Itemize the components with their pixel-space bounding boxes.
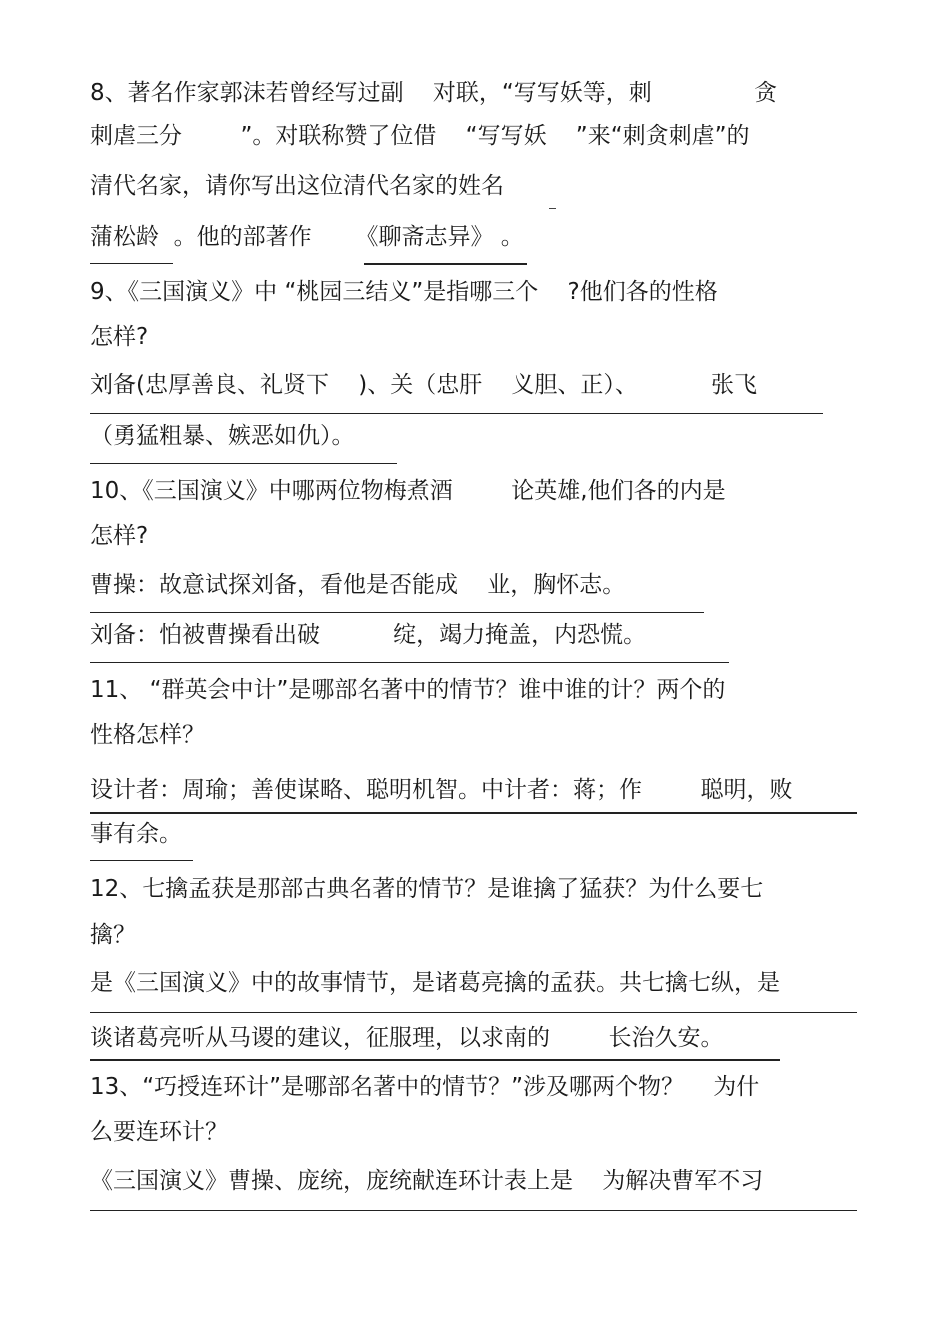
stray-mark [549, 208, 556, 209]
q13-question-line-2: 么要连环计？ [90, 1119, 228, 1145]
q8-answer-underline-2 [364, 263, 527, 265]
q9-answer-underline-1 [90, 413, 823, 414]
q13-question-line-1: 13、“巧授连环计”是哪部名著中的情节？”涉及哪两个物？ 为什 [90, 1074, 760, 1100]
q13-answer-line-1: 《三国演义》曹操、庞统，庞统献连环计表上是 为解决曹军不习 [90, 1168, 764, 1194]
q12-answer-line-1: 是《三国演义》中的故事情节，是诸葛亮擒的孟获。共七擒七纵，是 [90, 970, 780, 996]
q10-question-line-1: 10、《三国演义》中哪两位物梅煮酒 论英雄,他们各的内是 [90, 478, 726, 504]
q9-question-line-1: 9、《三国演义》中 “桃园三结义”是指哪三个 ?他们各的性格 [90, 279, 718, 305]
q8-answer-underline-1 [90, 263, 173, 264]
q8-question-line-2: 刺虐三分 ”。对联称赞了位借 “写写妖 ”来“刺贪刺虐”的 [90, 123, 750, 149]
q10-answer-underline-2 [90, 662, 729, 663]
q9-answer-underline-2 [90, 463, 397, 464]
q12-question-line-2: 擒？ [90, 922, 136, 948]
q8-answer-line: 蒲松龄 。他的部著作 《聊斋志异》 。 [90, 224, 524, 250]
q11-question-line-1: 11、 “群英会中计”是哪部名著中的情节？谁中谁的计？两个的 [90, 677, 726, 703]
q10-question-line-2: 怎样? [90, 523, 149, 549]
q11-answer-underline-2 [90, 860, 193, 861]
q13-answer-underline-1 [90, 1210, 857, 1211]
q11-answer-underline-1 [90, 812, 857, 814]
q12-answer-underline-2 [90, 1059, 780, 1061]
q8-question-line-3: 清代名家，请你写出这位清代名家的姓名 [90, 173, 504, 199]
q11-answer-line-1: 设计者：周瑜；善使谋略、聪明机智。中计者：蒋；作 聪明，败 [90, 777, 793, 803]
q12-answer-underline-1 [90, 1012, 857, 1013]
q9-answer-line-2: （勇猛粗暴、嫉恶如仇）。 [90, 423, 355, 449]
q11-answer-line-2: 事有余。 [90, 821, 182, 847]
q8-question-line-1: 8、著名作家郭沫若曾经写过副 对联，“写写妖等，刺 贪 [90, 80, 778, 106]
q9-answer-line-1: 刘备(忠厚善良、礼贤下 )、关（忠肝 义胆、正）、 张飞 [90, 372, 758, 398]
q12-answer-line-2: 谈诸葛亮听从马谡的建议，征服理，以求南的 长治久安。 [90, 1025, 724, 1051]
q12-question-line-1: 12、七擒孟获是那部古典名著的情节？是谁擒了猛获？为什么要七 [90, 876, 764, 902]
q9-question-line-2: 怎样? [90, 324, 149, 350]
q10-answer-line-1: 曹操：故意试探刘备，看他是否能成 业，胸怀志。 [90, 572, 626, 598]
q10-answer-line-2: 刘备：怕被曹操看出破 绽，竭力掩盖，内恐慌。 [90, 622, 647, 648]
q10-answer-underline-1 [90, 612, 704, 613]
q11-question-line-2: 性格怎样？ [90, 722, 205, 748]
